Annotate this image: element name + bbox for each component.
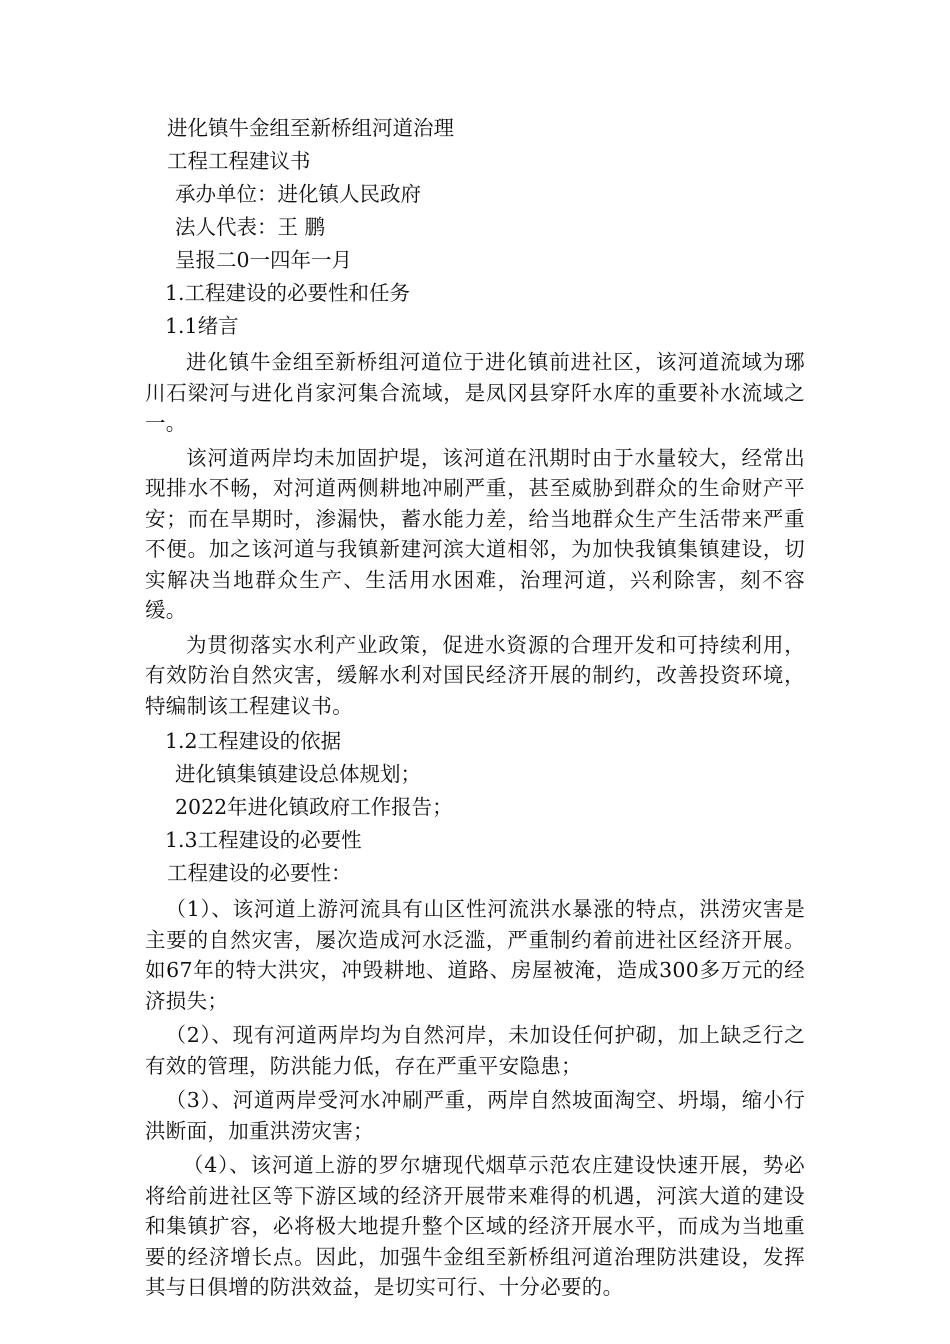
- organizer-line: 承办单位：进化镇人民政府: [175, 182, 421, 206]
- basis-item-1: 进化镇集镇建设总体规划；: [175, 762, 421, 786]
- document-title-line2: 工程工程建议书: [167, 149, 311, 173]
- necessity-item-3: （3）、河道两岸受河水冲刷严重，两岸自然坡面淘空、坍塌，缩小行洪断面，加重洪涝灾害；: [145, 1088, 805, 1143]
- basis-item-2: 2022年进化镇政府工作报告；: [175, 795, 453, 819]
- necessity-item-1: （1）、该河道上游河流具有山区性河流洪水暴涨的特点，洪涝灾害是主要的自然灾害，屡次造成河水泛滥，严重制约着前进社区经济开展。如67年的特大洪灾，冲毁耕地、道路、房屋被淹，造成300多万元的经济损失；: [145, 897, 805, 1013]
- section-heading-1-3: 1.3工程建设的必要性: [165, 828, 362, 852]
- date-line: 呈报二0一四年一月: [175, 248, 353, 272]
- section-heading-1: 1.工程建设的必要性和任务: [165, 281, 411, 305]
- document-title-line1: 进化镇牛金组至新桥组河道治理: [167, 116, 454, 140]
- section-heading-1-1: 1.1绪言: [165, 314, 239, 338]
- necessity-item-2: （2）、现有河道两岸均为自然河岸，未加设任何护砌，加上缺乏行之有效的管理，防洪能力低，存在严重平安隐患；: [145, 1023, 805, 1078]
- paragraph-intro: 进化镇牛金组至新桥组河道位于进化镇前进社区，该河道流域为琊川石梁河与进化肖家河集合流域，是凤冈县穿阡水库的重要补水流域之一。: [145, 350, 805, 435]
- document-page: [145, 112, 805, 1307]
- paragraph-problems: 该河道两岸均未加固护堤，该河道在汛期时由于水量较大，经常出现排水不畅，对河道两侧耕地冲刷严重，甚至威胁到群众的生命财产平安；而在旱期时，渗漏快，蓄水能力差，给当地群众生产生活带来严重不便。加之该河道与我镇新建河滨大道相邻，为加快我镇集镇建设，切实解决当地群众生产、生活用水困难，治理河道，兴利除害，刻不容缓。: [145, 445, 805, 622]
- section-heading-1-2: 1.2工程建设的依据: [165, 729, 342, 753]
- paragraph-purpose: 为贯彻落实水利产业政策，促进水资源的合理开发和可持续利用，有效防治自然灾害，缓解水利对国民经济开展的制约，改善投资环境，特编制该工程建议书。: [145, 632, 805, 718]
- necessity-intro: 工程建设的必要性：: [167, 861, 352, 885]
- necessity-item-4: （4）、该河道上游的罗尔塘现代烟草示范农庄建设快速开展，势必将给前进社区等下游区域的经济开展带来难得的机遇，河滨大道的建设和集镇扩容，必将极大地提升整个区域的经济开展水平，而成为当地重要的经济增长点。因此，加强牛金组至新桥组河道治理防洪建设，发挥其与日俱增的防洪效益，是切实可行、十分必要的。: [145, 1153, 805, 1299]
- legal-rep-line: 法人代表：王 鹏: [175, 215, 326, 239]
